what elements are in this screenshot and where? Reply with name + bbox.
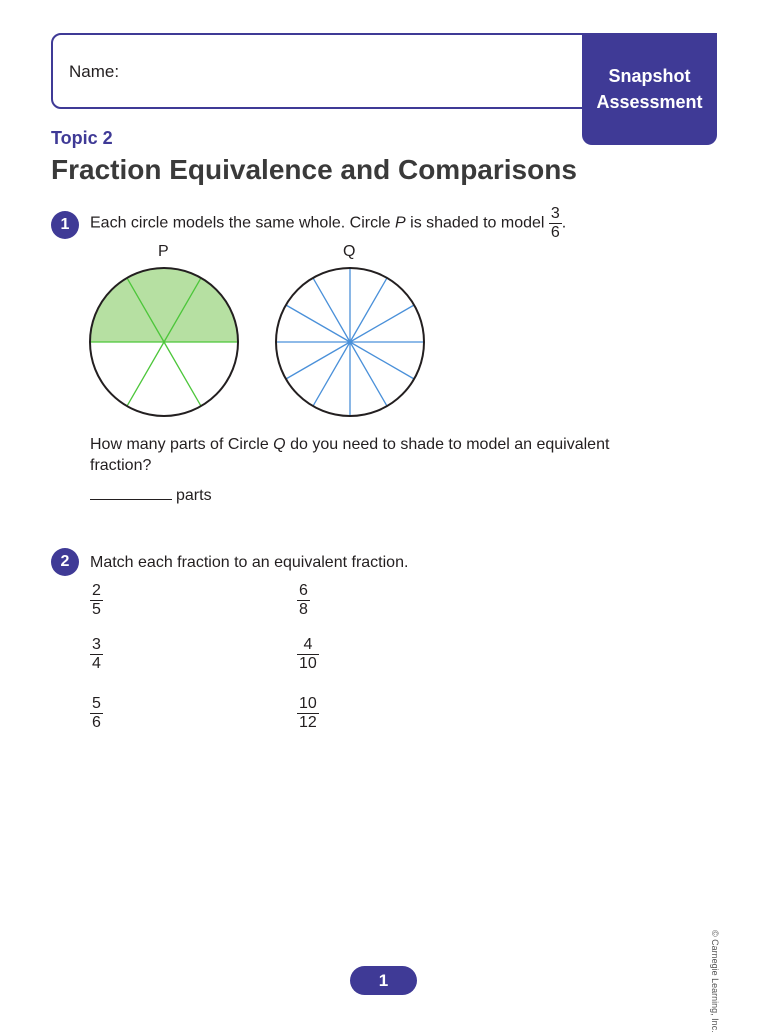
page-title: Fraction Equivalence and Comparisons [51,154,577,185]
circle-models [85,263,435,423]
circle-q-divider [350,342,414,379]
circle-q-divider [286,342,350,379]
q1-fraction-num: 3 [550,205,560,222]
q1-text-start: Each circle models the same whole. Circle [90,214,396,232]
circle-p-label: P [158,243,169,260]
q1-answer-blank[interactable] [90,499,172,500]
badge-line1: Snapshot [608,66,691,86]
q1-text-end: . [561,214,567,232]
q1-prompt-a: How many parts of Circle [90,436,274,453]
q2-right-fraction-2[interactable] [297,636,319,673]
circle-p-divider [164,342,201,406]
page-number: 1 [350,966,417,995]
circle-q-divider [350,342,387,406]
frac-den: 5 [92,601,101,618]
frac-num: 6 [299,582,308,599]
frac-num: 5 [92,695,101,712]
question-1-number: 1 [51,211,79,239]
q1-answer [90,487,212,505]
name-label: Name: [69,62,120,81]
frac-den: 10 [299,655,317,672]
frac-den: 12 [299,714,317,731]
topic-label: Topic 2 [51,128,113,148]
q1-fraction-den: 6 [550,224,560,241]
q1-prompt-var: Q [273,436,286,453]
q2-left-fraction-2[interactable] [90,636,103,673]
circle-q-divider [350,305,414,342]
q2-left-fraction-3[interactable] [90,695,103,732]
q2-right-fraction-3[interactable] [297,695,319,732]
q1-answer-suffix: parts [176,487,212,504]
frac-num: 4 [303,636,313,653]
circle-p-divider [127,342,164,406]
snapshot-assessment-badge [582,33,717,145]
frac-num: 10 [299,695,317,712]
frac-den: 8 [299,601,308,618]
question-2-number: 2 [51,548,79,576]
q1-var-p: P [395,214,406,232]
q2-left-fraction-1[interactable] [90,582,103,619]
frac-den: 6 [92,714,101,731]
q1-text-mid: is shaded to model [405,214,549,232]
q2-right-fraction-1[interactable] [297,582,310,619]
circle-q-label: Q [343,243,356,260]
badge-line2: Assessment [596,92,703,112]
frac-num: 3 [92,636,101,653]
name-field[interactable] [51,33,611,109]
circle-q-divider [286,305,350,342]
q1-fraction [549,205,562,242]
q1-prompt [90,434,630,476]
circle-q-divider [350,278,387,342]
circle-q-divider [313,278,350,342]
frac-num: 2 [92,582,101,599]
question-1-text [90,205,566,242]
question-2-text: Match each fraction to an equivalent fraction. [90,554,409,571]
q1-prompt-b: do you need to shade to model an equivalent fraction? [90,436,610,474]
frac-den: 4 [92,655,101,672]
circle-q-divider [313,342,350,406]
copyright: © Carnegie Learning, Inc. [710,930,720,1033]
